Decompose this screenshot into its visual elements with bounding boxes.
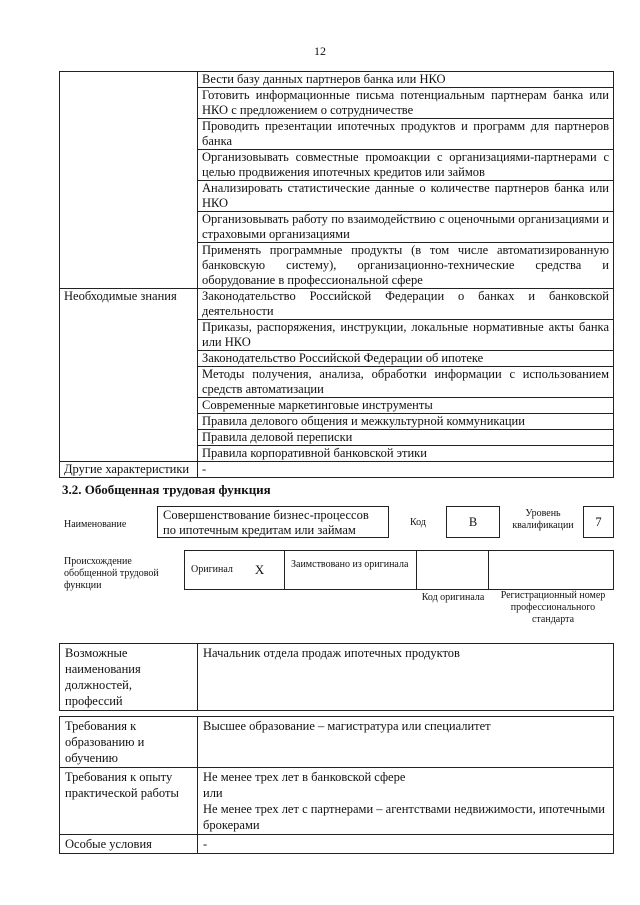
text-line: Не менее трех лет с партнерами – агентствами недвижимости, ипотечными брокерами — [203, 802, 605, 832]
code-original-cell — [416, 550, 488, 590]
table-cell: Законодательство Российской Федерации об ипотеке — [198, 351, 614, 367]
positions-table — [59, 643, 614, 711]
table-cell: Методы получения, анализа, обработки информации с использованием средств автоматизации — [198, 367, 614, 398]
section-heading: 3.2. Обобщенная трудовая функция — [62, 482, 271, 497]
table-cell: Начальник отдела продаж ипотечных продуктов — [198, 644, 614, 711]
skills-knowledge-table — [59, 71, 614, 478]
table-cell: Готовить информационные письма потенциальным партнерам банка или НКО с предложением о сотрудничестве — [198, 88, 614, 119]
text-line: или — [203, 786, 223, 800]
requirements-table — [59, 716, 614, 854]
text-line: Не менее трех лет в банковской сфере — [203, 770, 406, 784]
table-cell: Анализировать статистические данные о количестве партнеров банка или НКО — [198, 181, 614, 212]
page-number: 12 — [314, 44, 326, 58]
code-label: Код — [410, 517, 426, 528]
table-cell: - — [198, 462, 614, 478]
reg-number-caption: Регистрационный номер профессионального стандарта — [500, 590, 606, 625]
row-label — [60, 72, 198, 289]
name-label: Наименование — [64, 519, 127, 530]
original-cell — [184, 550, 284, 590]
table-cell: Организовывать совместные промоакции с организациями-партнерами с целью продвижения ипотечных кредитов или займов — [198, 150, 614, 181]
borrowed-cell — [284, 550, 416, 590]
code-value: B — [446, 506, 500, 538]
row-label: Требования к опыту практической работы — [60, 768, 198, 835]
table-cell: Вести базу данных партнеров банка или НКО — [198, 72, 614, 88]
table-cell: Современные маркетинговые инструменты — [198, 398, 614, 414]
row-label: Особые условия — [60, 835, 198, 854]
table-cell: Правила корпоративной банковской этики — [198, 446, 614, 462]
row-label: Другие характеристики — [60, 462, 198, 478]
original-label: Оригинал — [191, 564, 233, 575]
table-cell: Высшее образование – магистратура или специалитет — [198, 717, 614, 768]
name-value: Совершенствование бизнес-процессов по ипотечным кредитам или займам — [157, 506, 389, 538]
row-label: Возможные наименования должностей, профессий — [60, 644, 198, 711]
level-label: Уровень квалификации — [512, 508, 574, 531]
origin-label: Происхождение обобщенной трудовой функции — [64, 556, 159, 591]
table-cell — [198, 768, 614, 835]
original-mark: X — [254, 562, 265, 577]
table-cell: Правила делового общения и межкультурной коммуникации — [198, 414, 614, 430]
table-cell: - — [198, 835, 614, 854]
table-cell: Правила деловой переписки — [198, 430, 614, 446]
row-label: Необходимые знания — [60, 289, 198, 462]
table-cell: Законодательство Российской Федерации о банках и банковской деятельности — [198, 289, 614, 320]
table-cell: Применять программные продукты (в том числе автоматизированную банковскую систему), организационно-технические средства и оборудование в профессиональной сфере — [198, 243, 614, 289]
table-cell: Проводить презентации ипотечных продуктов и программ для партнеров банка — [198, 119, 614, 150]
reg-number-cell — [488, 550, 614, 590]
origin-boxes — [184, 550, 614, 590]
level-value: 7 — [583, 506, 614, 538]
code-original-caption: Код оригинала — [421, 592, 485, 603]
table-cell: Приказы, распоряжения, инструкции, локальные нормативные акты банка или НКО — [198, 320, 614, 351]
borrowed-label: Заимствовано из оригинала — [291, 559, 409, 570]
row-label: Требования к образованию и обучению — [60, 717, 198, 768]
table-cell: Организовывать работу по взаимодействию с оценочными организациями и страховыми организациями — [198, 212, 614, 243]
